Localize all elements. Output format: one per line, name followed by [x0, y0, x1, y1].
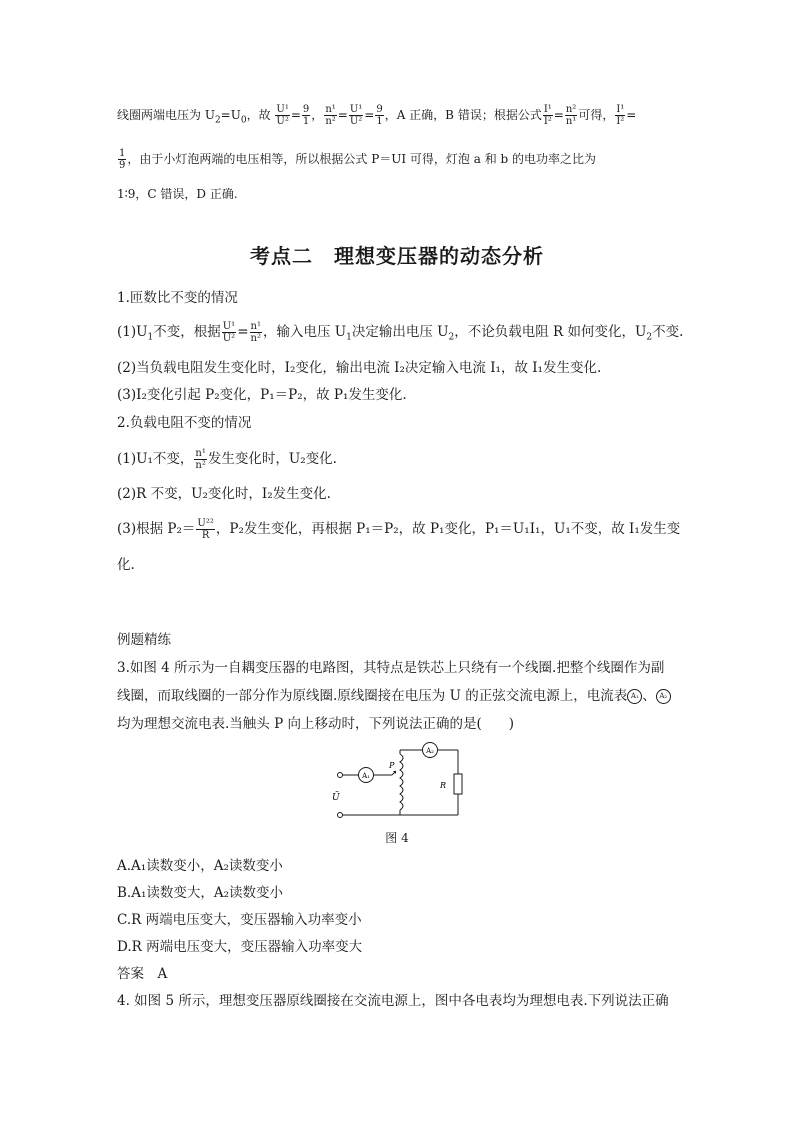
text: =U — [220, 108, 241, 122]
option-d: D.R 两端电压变大，变压器输入功率变大 — [117, 939, 363, 955]
text: ，P₂发生变化，再根据 P₁＝P₂，故 P₁变化，P₁＝U₁I₁，U₁不变，故 I₁发生变 — [215, 521, 681, 537]
case1-item2: (2)当负载电阻发生变化时，I₂变化，输出电流 I₂决定输入电流 I₁，故 I₁发生变化. — [117, 360, 602, 376]
answer-line — [117, 964, 682, 984]
terminal-top — [338, 773, 343, 778]
case2-item2: (2)R 不变，U₂变化时，I₂发生变化. — [117, 486, 331, 502]
case2-item3-cont: 化. — [117, 557, 135, 573]
case1-heading: 1.匝数比不变的情况 — [117, 290, 238, 306]
fraction: $\frac{9}{1}$ — [376, 104, 383, 127]
terminal-bottom — [338, 813, 343, 818]
text: 、 — [642, 688, 656, 704]
q3-line2 — [117, 686, 682, 706]
text: 可得， — [578, 108, 615, 122]
case2-item1 — [117, 448, 682, 471]
solution-line-2 — [117, 148, 682, 171]
fraction: $\frac{\text{I¹}}{\text{I²}}$ — [616, 104, 625, 127]
answer-value: A — [157, 966, 168, 982]
solution-line-3: 1∶9，C 错误，D 正确. — [117, 187, 238, 201]
fraction: $\frac{\text{U¹}}{\text{U²}}$ — [222, 321, 236, 344]
ammeter-a1-label: A₁ — [362, 772, 370, 780]
fraction: $\frac{9}{1}$ — [302, 104, 310, 127]
fraction: $\frac{\text{n¹}}{\text{n²}}$ — [195, 448, 206, 471]
text: (1)U — [117, 324, 148, 340]
text: (1)U₁不变， — [117, 451, 194, 467]
resistor — [454, 774, 462, 794]
fraction: $\frac{\text{n¹}}{\text{n²}}$ — [250, 321, 261, 344]
fraction: $\frac{\text{U¹}}{\text{U²}}$ — [349, 104, 363, 127]
circuit-diagram — [330, 742, 470, 822]
text: 不变. — [652, 324, 684, 340]
q3-line1: 3.如图 4 所示为一自耦变压器的电路图，其特点是铁芯上只绕有一个线圈.把整个线圈作为副 — [117, 660, 665, 676]
fraction: $\frac{\text{n¹}}{\text{n²}}$ — [325, 104, 336, 127]
fraction: $\frac{\text{U¹}}{\text{U²}}$ — [276, 104, 289, 127]
text: 线圈，而取线圈的一部分作为原线圈.原线圈接在电压为 U 的正弦交流电源上，电流表 — [117, 688, 628, 704]
case1-item3: (3)I₂变化引起 P₂变化，P₁＝P₂，故 P₁发生变化. — [117, 387, 407, 403]
text: ，A 正确，B 错误；根据公式 — [384, 108, 542, 122]
case1-item1: $(1)U_1$不变，根据 $\frac{\text{U¹}}{\text{U²}}$ = $\frac{\text{n¹}}{\text{n²}}$ ，输入电压 $U_1$决定输出电压 $U_2$，不论负载电阻 R 如何变化，$U_2$不变. — [117, 321, 684, 344]
text: 决定输出电压 U — [351, 324, 449, 340]
text: ，故 — [246, 108, 271, 122]
examples-heading: 例题精练 — [117, 632, 171, 648]
section-title: 考点二 理想变压器的动态分析 — [250, 244, 544, 268]
figure-caption: 图 4 — [385, 831, 409, 845]
solution-line-1: 线圈两端电压为 $U_2=U_0$，故 $\frac{\text{U¹}}{\text{U²}}$ = $\frac{9}{1}$ ， $\frac{\text{n¹}}{\text{n²}}$ = $\frac{\text{U¹}}{\text{U²}}$ = $\frac{9}{1}$ ，A 正确，B 错误；根据公式 $\frac{\text{I¹}}{\text{I²}}$ = $\frac{\text{n²}}{\text{n¹}}$ 可得， $\frac{\text{I¹}}{\text{I²}}$ = — [117, 104, 637, 127]
option-a: A.A₁读数变小，A₂读数变小 — [117, 858, 283, 874]
fraction: $\frac{\text{I¹}}{\text{I²}}$ — [543, 104, 552, 127]
option-c: C.R 两端电压变大，变压器输入功率变小 — [117, 912, 362, 928]
ammeter-a2-icon: A₂ — [656, 689, 671, 704]
fraction: $\frac{\text{n²}}{\text{n¹}}$ — [565, 104, 577, 127]
text: ，输入电压 U — [262, 324, 347, 340]
text: 发生变化时，U₂变化. — [207, 451, 337, 467]
ammeter-a1-icon: A₁ — [627, 689, 642, 704]
text: (3)根据 P₂＝ — [117, 521, 196, 537]
option-b: B.A₁读数变大，A₂读数变小 — [117, 885, 284, 901]
resistor-label: R — [440, 781, 447, 790]
text: 线圈两端电压为 U — [117, 108, 215, 122]
fraction: $\frac{\text{U²²}}{R}$ — [197, 518, 214, 541]
case2-heading: 2.负载电阻不变的情况 — [117, 415, 252, 431]
ammeter-a2-label: A₂ — [426, 747, 434, 755]
answer-label: 答案 — [117, 966, 144, 982]
case2-item3 — [117, 518, 682, 541]
fraction: $\frac{1}{9}$ — [119, 148, 126, 171]
q4-line1: 4. 如图 5 所示，理想变压器原线圈接在交流电源上，图中各电表均为理想电表.下列说法正确 — [117, 993, 669, 1009]
tap-label: P — [389, 761, 395, 770]
coil — [400, 754, 403, 810]
text: ，由于小灯泡两端的电压相等，所以根据公式 P＝UI 可得，灯泡 a 和 b 的电功率之比为 — [127, 152, 597, 166]
q3-line3: 均为理想交流电表.当触头 P 向上移动时，下列说法正确的是( ) — [117, 716, 514, 732]
text: ，不论负载电阻 R 如何变化，U — [454, 324, 647, 340]
source-label: Ũ — [332, 793, 340, 803]
text: 不变，根据 — [153, 324, 221, 340]
